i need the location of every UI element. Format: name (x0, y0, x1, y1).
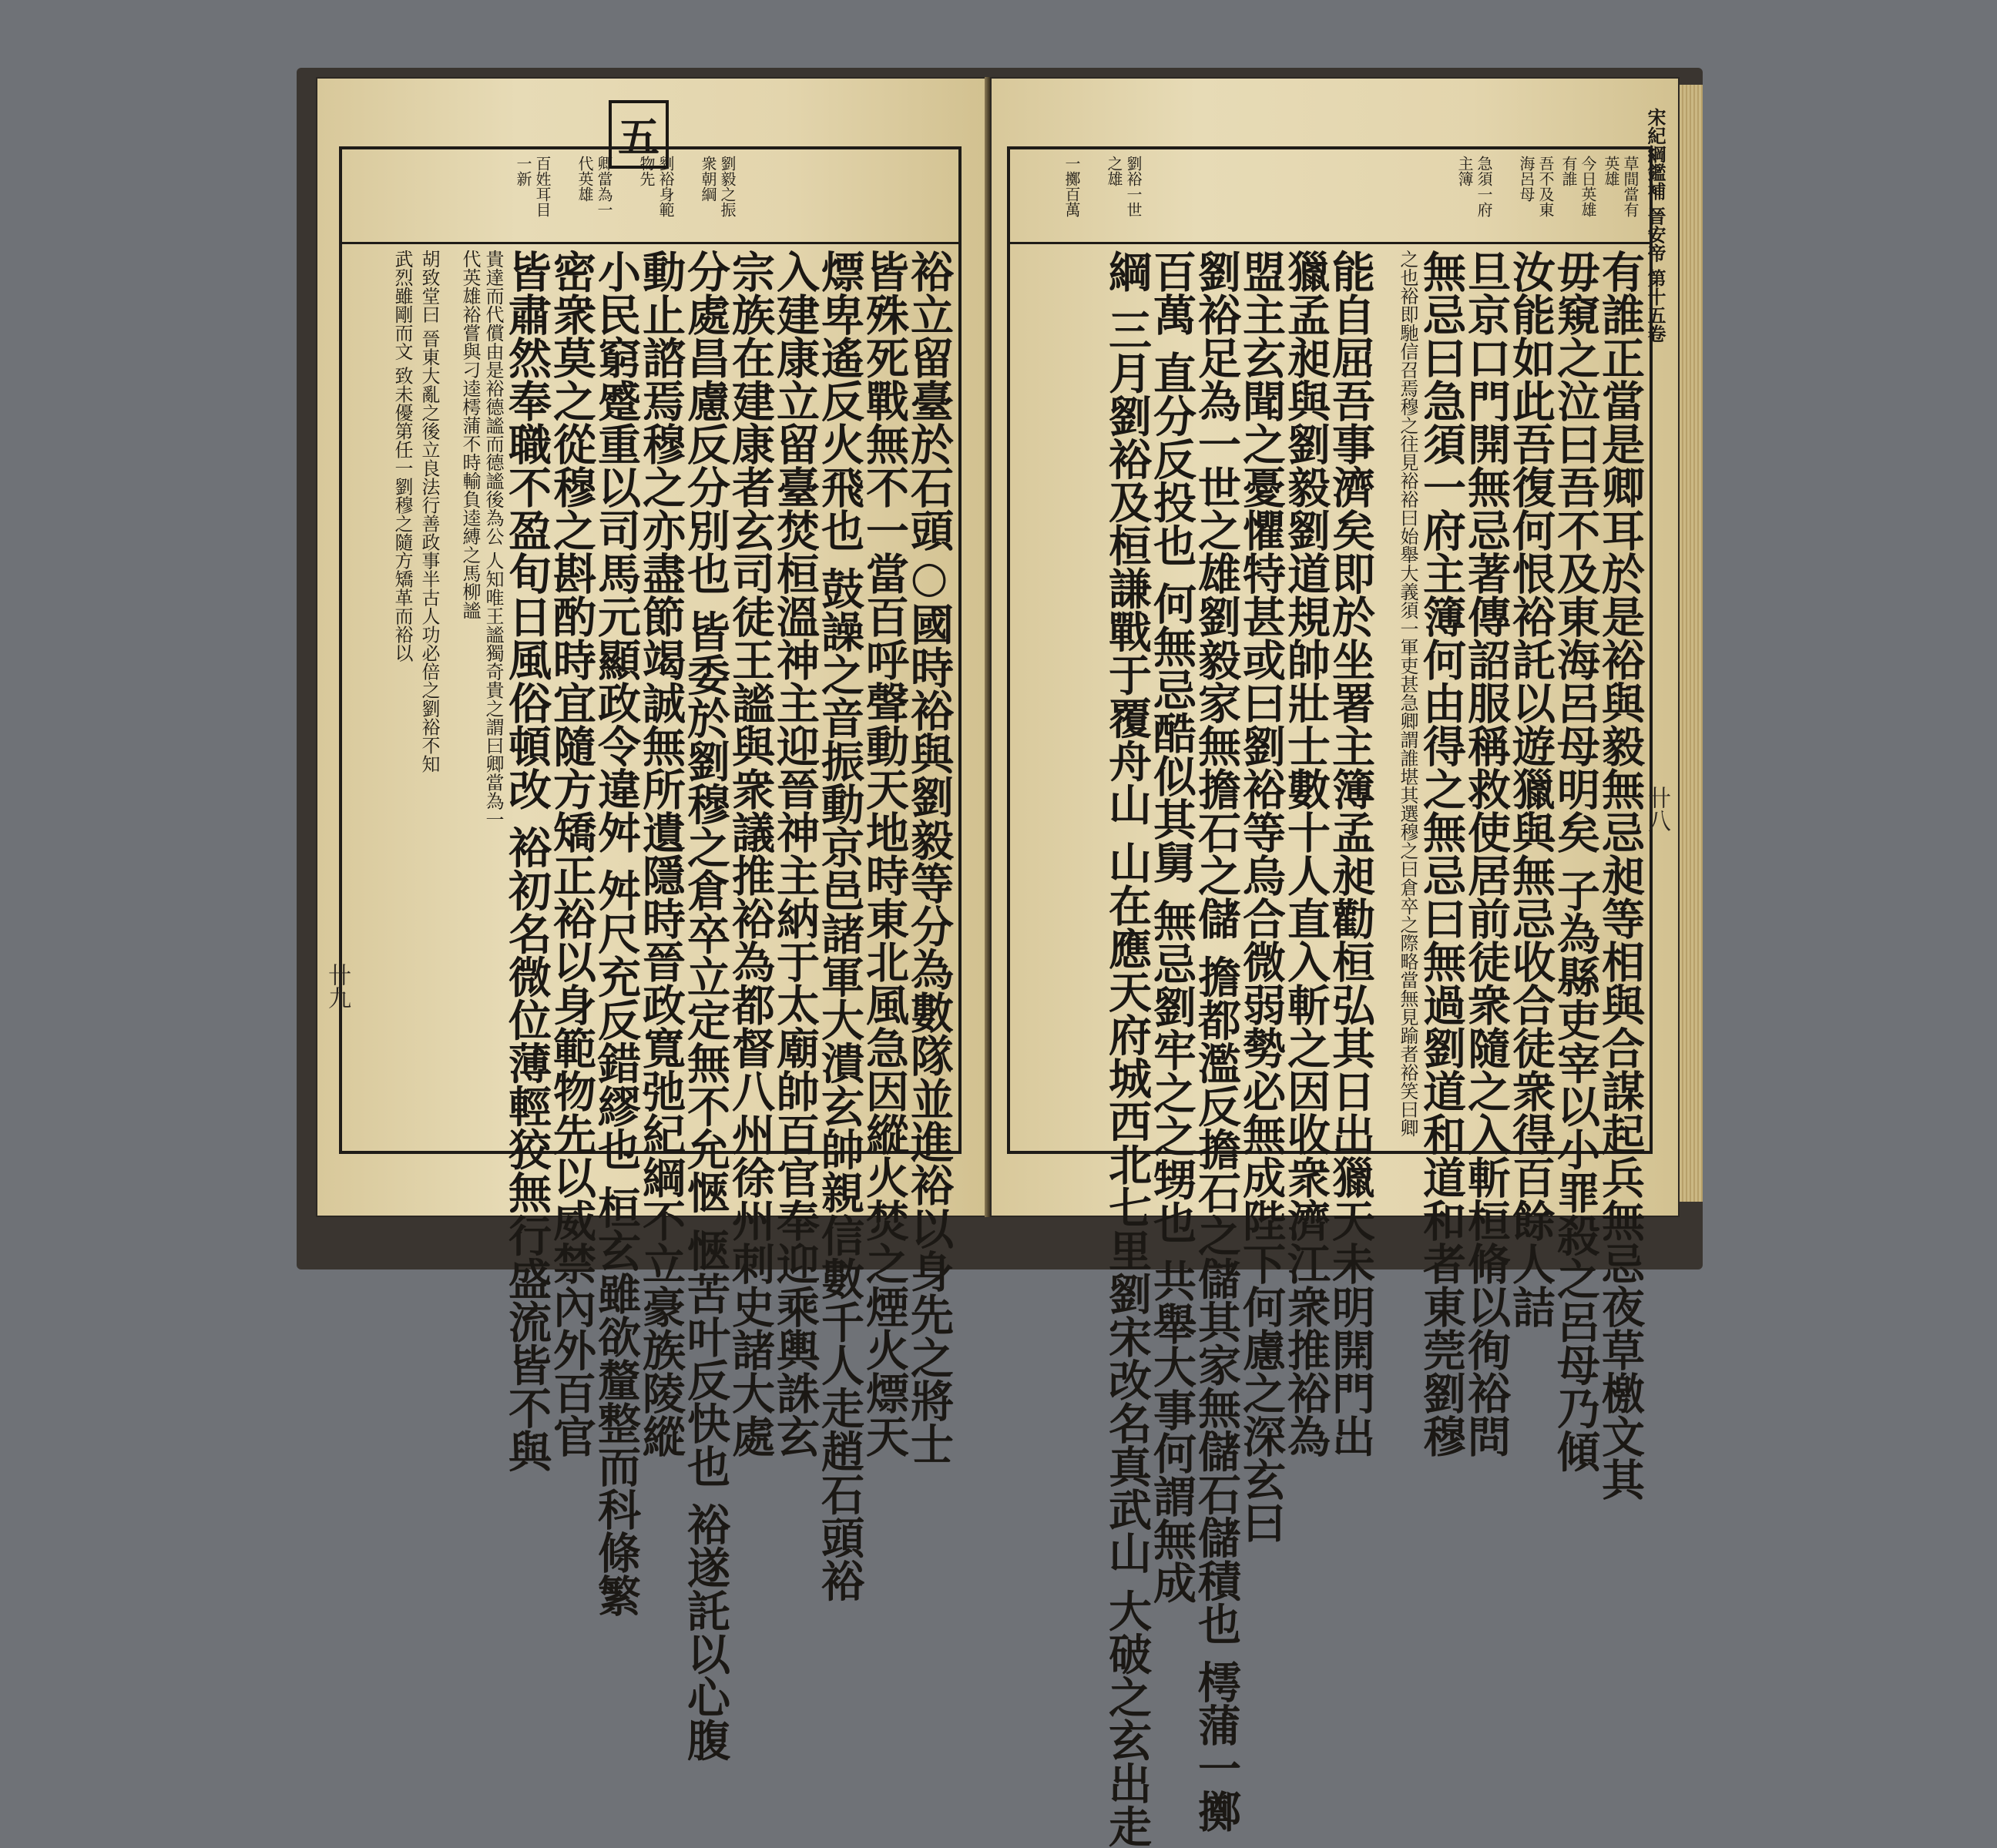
header-note: 物先 (637, 156, 656, 186)
text-column: 汝能如此吾復何恨裕託以遊獵與無忌收合徒衆得百餘人詰 (1505, 250, 1556, 1328)
text-column: 入建康立留臺焚桓溫神主迎晉神主納于太廟帥百官奉迎乘輿誅玄 (770, 250, 821, 1457)
text-column: 無忌曰急須一府主簿何由得之無忌曰無過劉道和道和者東莞劉穆 (1416, 250, 1467, 1457)
header-note: 劉裕身範 (656, 156, 675, 217)
header-note: 代英雄 (576, 156, 594, 202)
header-note: 急須一府 (1475, 156, 1493, 217)
header-note: 一新 (514, 156, 532, 186)
leaf-number: 卄九 (324, 963, 351, 1009)
header-notes-box (1010, 149, 1650, 244)
header-note: 之雄 (1105, 156, 1123, 186)
text-column: 分處昌慮反分別也 皆委於劉穆之倉卒立定無不允愜 愜苦叶反快也 裕遂託以心腹 (680, 250, 731, 1762)
leaf-number: 卄八 (1643, 786, 1670, 832)
text-column: 動止諮焉穆之亦盡節竭誠無所遺隱時晉政寬弛紀綱不立豪族陵縱 (636, 250, 686, 1457)
header-note: 吾不及東 (1536, 156, 1555, 217)
text-column: 小民窮蹙重以司馬元顯政令違舛 舛尺充反錯繆也 桓玄雖欲釐整而科條繁 (591, 250, 642, 1617)
header-note: 卿當為一 (595, 156, 613, 217)
header-note: 有誰 (1559, 156, 1578, 186)
text-column: 熛卑遙反火飛也 鼓譟之音振動京邑諸軍大潰玄帥親信數千人走趙石頭裕 (814, 250, 865, 1602)
text-column: 能自屈吾事濟矣即於坐署主簿孟昶勸桓弘其日出獵天未明開門出 (1325, 250, 1376, 1457)
header-note: 劉毅之振 (718, 156, 737, 217)
text-column: 裕立留臺於石頭○國時裕與劉毅等分為數隊並進裕以身先之將士 (904, 250, 955, 1465)
header-notes-box (342, 149, 958, 244)
header-note: 主簿 (1455, 156, 1474, 186)
text-column: 獵孟昶與劉毅劉道規帥壯士數十人直入斬之因收衆濟江衆推裕為 (1280, 250, 1331, 1457)
text-column: 綱 三月劉裕及桓謙戰于覆舟山 山在應天府城西北七里劉宋改名真武山 大破之玄出走 (1102, 250, 1153, 1848)
header-note: 劉裕一世 (1124, 156, 1143, 217)
text-column: 貴達而代償由是裕德謐而德謐後為公 人知唯王謐獨奇貴之謂曰卿當為一 (482, 250, 504, 829)
header-note: 一擲百萬 (1062, 156, 1081, 217)
text-column: 胡致堂曰 晉東大亂之後立良法行善政事半古人功必倍之劉裕不知 (418, 250, 440, 773)
text-column: 代英雄裕嘗與刁逵樗蒲不時輸負逵縛之馬柳謐 (459, 250, 481, 619)
text-column: 皆肅然奉職不盈旬日風俗頓改 裕初名微位薄輕狡無行盛流皆不與 (502, 250, 552, 1473)
header-note: 百姓耳目 (533, 156, 552, 217)
text-column: 盟主玄聞之憂懼特甚或曰劉裕等烏合微弱勢必無成陛下何慮之深玄曰 (1236, 250, 1287, 1544)
text-column: 有誰正當是卿耳於是裕與毅無忌昶等相與合謀起兵無忌夜草檄文其 (1595, 250, 1646, 1501)
page-header: 宋紀綱鑑補 晉安帝 第十五卷 (1644, 108, 1666, 343)
header-note: 今日英雄 (1579, 156, 1597, 217)
right-page (990, 77, 1680, 1848)
text-column: 宗族在建康者玄司徒王謐與衆議推裕為都督八州徐州刺史諸大處 (725, 250, 776, 1457)
left-page (316, 77, 986, 1762)
text-frame (1007, 146, 1653, 1848)
header-note: 草間當有 (1621, 156, 1640, 217)
text-column: 百萬 直分反投也 何無忌酷似其舅 無忌劉牢之之甥也 共舉大事何謂無成 (1146, 250, 1197, 1604)
text-column: 皆殊死戰無不一當百呼聲動天地時東北風急因縱火焚之煙火熛天 (859, 250, 910, 1457)
text-column: 旦京口門開無忌著傳詔服稱救使居前徒衆隨之入斬桓脩以徇裕問 (1461, 250, 1512, 1457)
text-column: 劉裕足為一世之雄劉毅家無擔石之儲 擔都濫反擔石之儲其家無儲石儲積也 樗蒲一擲 (1191, 250, 1242, 1833)
text-frame (339, 146, 962, 1762)
text-column: 毋窺之泣曰吾不及東海呂母明矣 子為縣吏宰以小罪殺之呂母乃傾 (1550, 250, 1601, 1473)
text-column: 之也裕即馳信召焉穆之往見裕裕曰始舉大義須一軍吏甚急卿謂誰堪其選穆之曰倉卒之際略當無見踰者裕笑曰卿 (1397, 250, 1418, 1137)
text-column: 密衆莫之從穆之斟酌時宜隨方矯正裕以身範物先以威禁內外百官 (546, 250, 597, 1457)
text-column: 武烈雖剛而文 致未優第任一劉穆之隨方矯革而裕以 (391, 250, 413, 662)
page-number: 五 (609, 100, 669, 169)
header-note: 衆朝綱 (699, 156, 717, 202)
header-note: 海呂母 (1517, 156, 1536, 202)
header-note: 英雄 (1602, 156, 1620, 186)
